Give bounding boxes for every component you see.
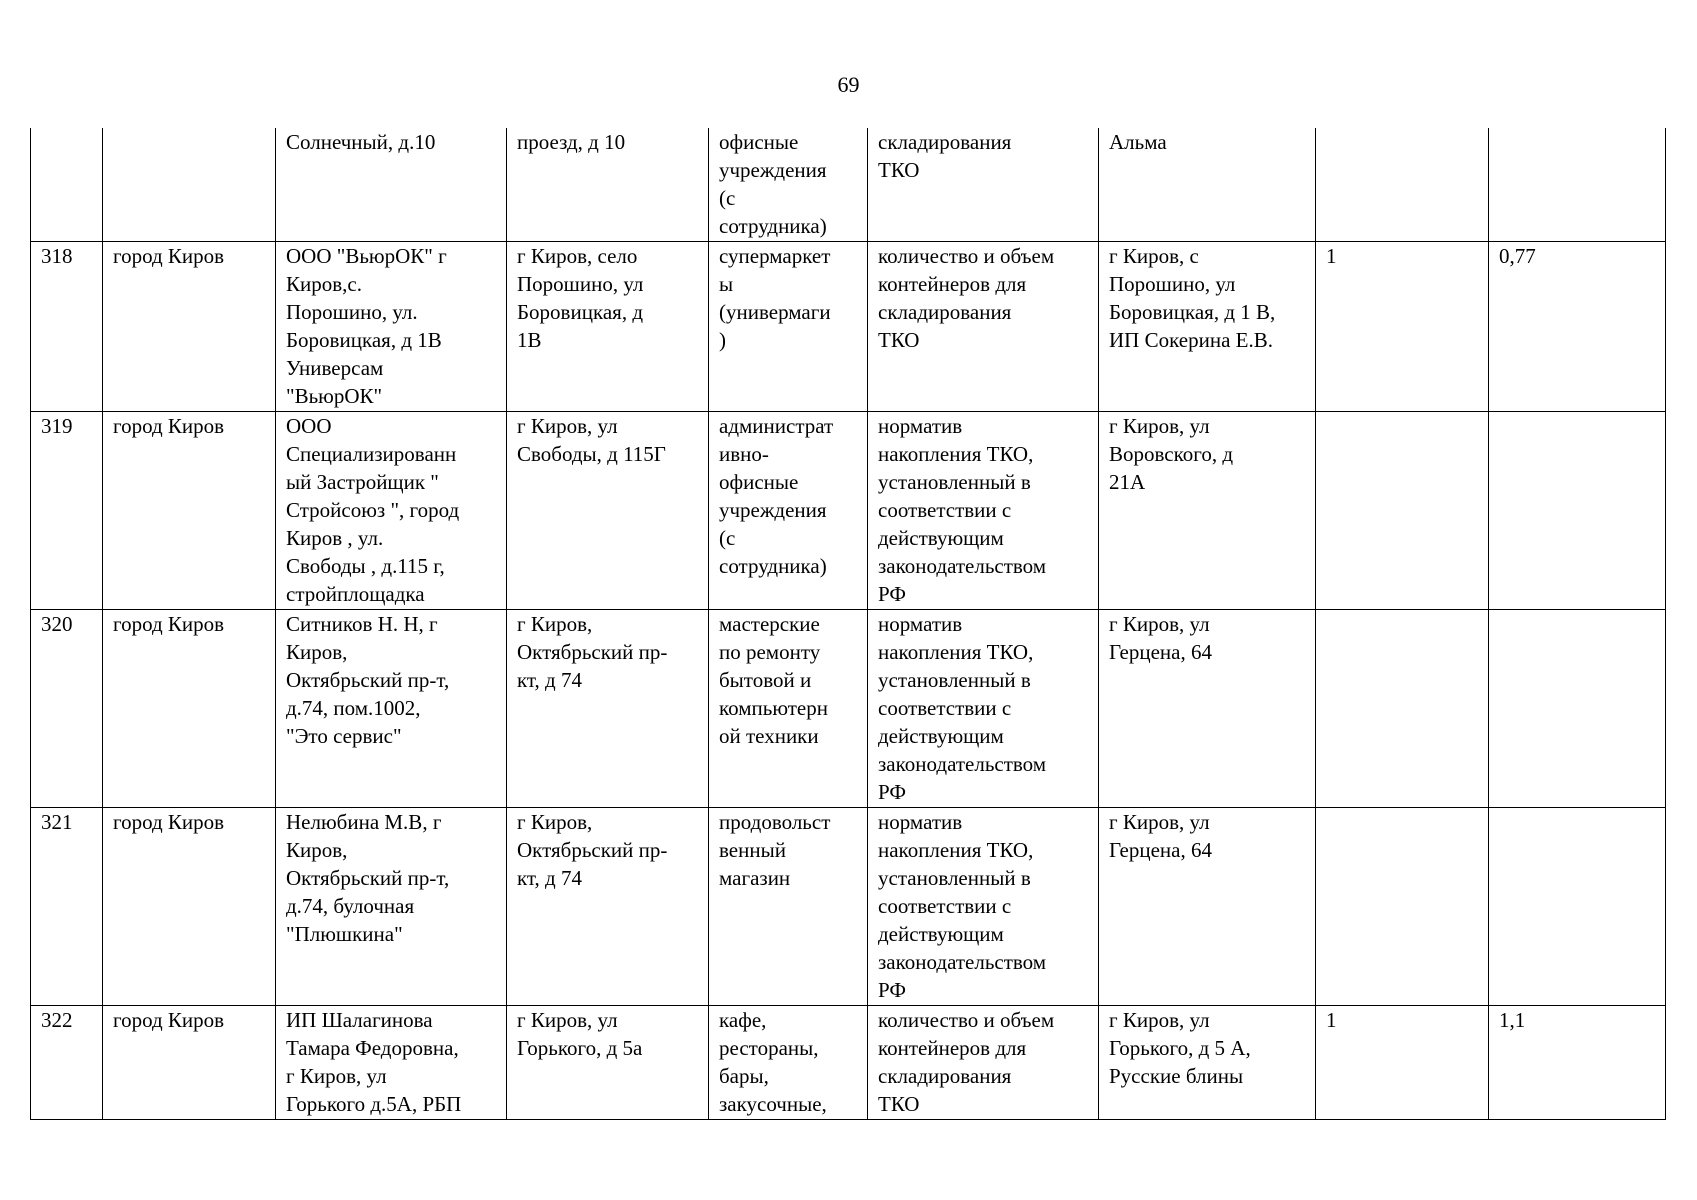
cell-containers (1316, 807, 1489, 1005)
cell-num: 322 (31, 1005, 103, 1119)
cell-municipality: город Киров (103, 609, 276, 807)
table-row (31, 128, 1666, 241)
cell-address: проезд, д 10 (507, 128, 709, 241)
cell-calc-method: норматив накопления ТКО, установленный в соответствии с действующим законодательством РФ (868, 807, 1099, 1005)
cell-municipality: город Киров (103, 1005, 276, 1119)
cell-municipality (103, 128, 276, 241)
cell-address: г Киров, ул Свободы, д 115Г (507, 411, 709, 609)
cell-source: Нелюбина М.В, г Киров, Октябрьский пр-т, д.74, булочная "Плюшкина" (276, 807, 507, 1005)
cell-address: г Киров, Октябрьский пр- кт, д 74 (507, 807, 709, 1005)
cell-source: ООО "ВьюрОК" г Киров,с. Порошино, ул. Боровицкая, д 1В Универсам "ВьюрОК" (276, 241, 507, 411)
cell-category: администрат ивно- офисные учреждения (с сотрудника) (709, 411, 868, 609)
cell-containers (1316, 609, 1489, 807)
table-row (31, 609, 1666, 807)
cell-calc-method: количество и объем контейнеров для складирования ТКО (868, 241, 1099, 411)
page-number: 69 (837, 72, 860, 97)
cell-num (31, 128, 103, 241)
waste-sources-table (30, 128, 1666, 1120)
cell-volume (1489, 807, 1666, 1005)
cell-category: офисные учреждения (с сотрудника) (709, 128, 868, 241)
table-row (31, 411, 1666, 609)
cell-num: 320 (31, 609, 103, 807)
cell-municipality: город Киров (103, 807, 276, 1005)
cell-volume (1489, 609, 1666, 807)
cell-calc-method: норматив накопления ТКО, установленный в соответствии с действующим законодательством РФ (868, 411, 1099, 609)
cell-municipality: город Киров (103, 241, 276, 411)
cell-category: супермаркет ы (универмаги ) (709, 241, 868, 411)
cell-category: продовольст венный магазин (709, 807, 868, 1005)
cell-calc-method: складирования ТКО (868, 128, 1099, 241)
cell-address: г Киров, ул Горького, д 5а (507, 1005, 709, 1119)
cell-site: г Киров, ул Горького, д 5 А, Русские блины (1099, 1005, 1316, 1119)
cell-num: 321 (31, 807, 103, 1005)
cell-source: ИП Шалагинова Тамара Федоровна, г Киров, ул Горького д.5А, РБП (276, 1005, 507, 1119)
cell-num: 318 (31, 241, 103, 411)
cell-address: г Киров, Октябрьский пр- кт, д 74 (507, 609, 709, 807)
table-row (31, 1005, 1666, 1119)
cell-volume: 1,1 (1489, 1005, 1666, 1119)
cell-site: г Киров, ул Воровского, д 21А (1099, 411, 1316, 609)
cell-source: ООО Специализированн ый Застройщик " Стройсоюз ", город Киров , ул. Свободы , д.115 г, стройплощадка (276, 411, 507, 609)
cell-site: г Киров, ул Герцена, 64 (1099, 807, 1316, 1005)
cell-site: г Киров, ул Герцена, 64 (1099, 609, 1316, 807)
table-row (31, 241, 1666, 411)
cell-volume: 0,77 (1489, 241, 1666, 411)
cell-address: г Киров, село Порошино, ул Боровицкая, д 1В (507, 241, 709, 411)
cell-calc-method: количество и объем контейнеров для складирования ТКО (868, 1005, 1099, 1119)
cell-containers (1316, 128, 1489, 241)
cell-category: мастерские по ремонту бытовой и компьютерн ой техники (709, 609, 868, 807)
table-row (31, 807, 1666, 1005)
cell-site: г Киров, с Порошино, ул Боровицкая, д 1 В, ИП Сокерина Е.В. (1099, 241, 1316, 411)
cell-site: Альма (1099, 128, 1316, 241)
cell-volume (1489, 128, 1666, 241)
cell-calc-method: норматив накопления ТКО, установленный в соответствии с действующим законодательством РФ (868, 609, 1099, 807)
cell-containers (1316, 411, 1489, 609)
cell-municipality: город Киров (103, 411, 276, 609)
cell-source: Ситников Н. Н, г Киров, Октябрьский пр-т, д.74, пом.1002, "Это сервис" (276, 609, 507, 807)
cell-num: 319 (31, 411, 103, 609)
cell-category: кафе, рестораны, бары, закусочные, (709, 1005, 868, 1119)
cell-volume (1489, 411, 1666, 609)
cell-containers: 1 (1316, 1005, 1489, 1119)
cell-containers: 1 (1316, 241, 1489, 411)
cell-source: Солнечный, д.10 (276, 128, 507, 241)
